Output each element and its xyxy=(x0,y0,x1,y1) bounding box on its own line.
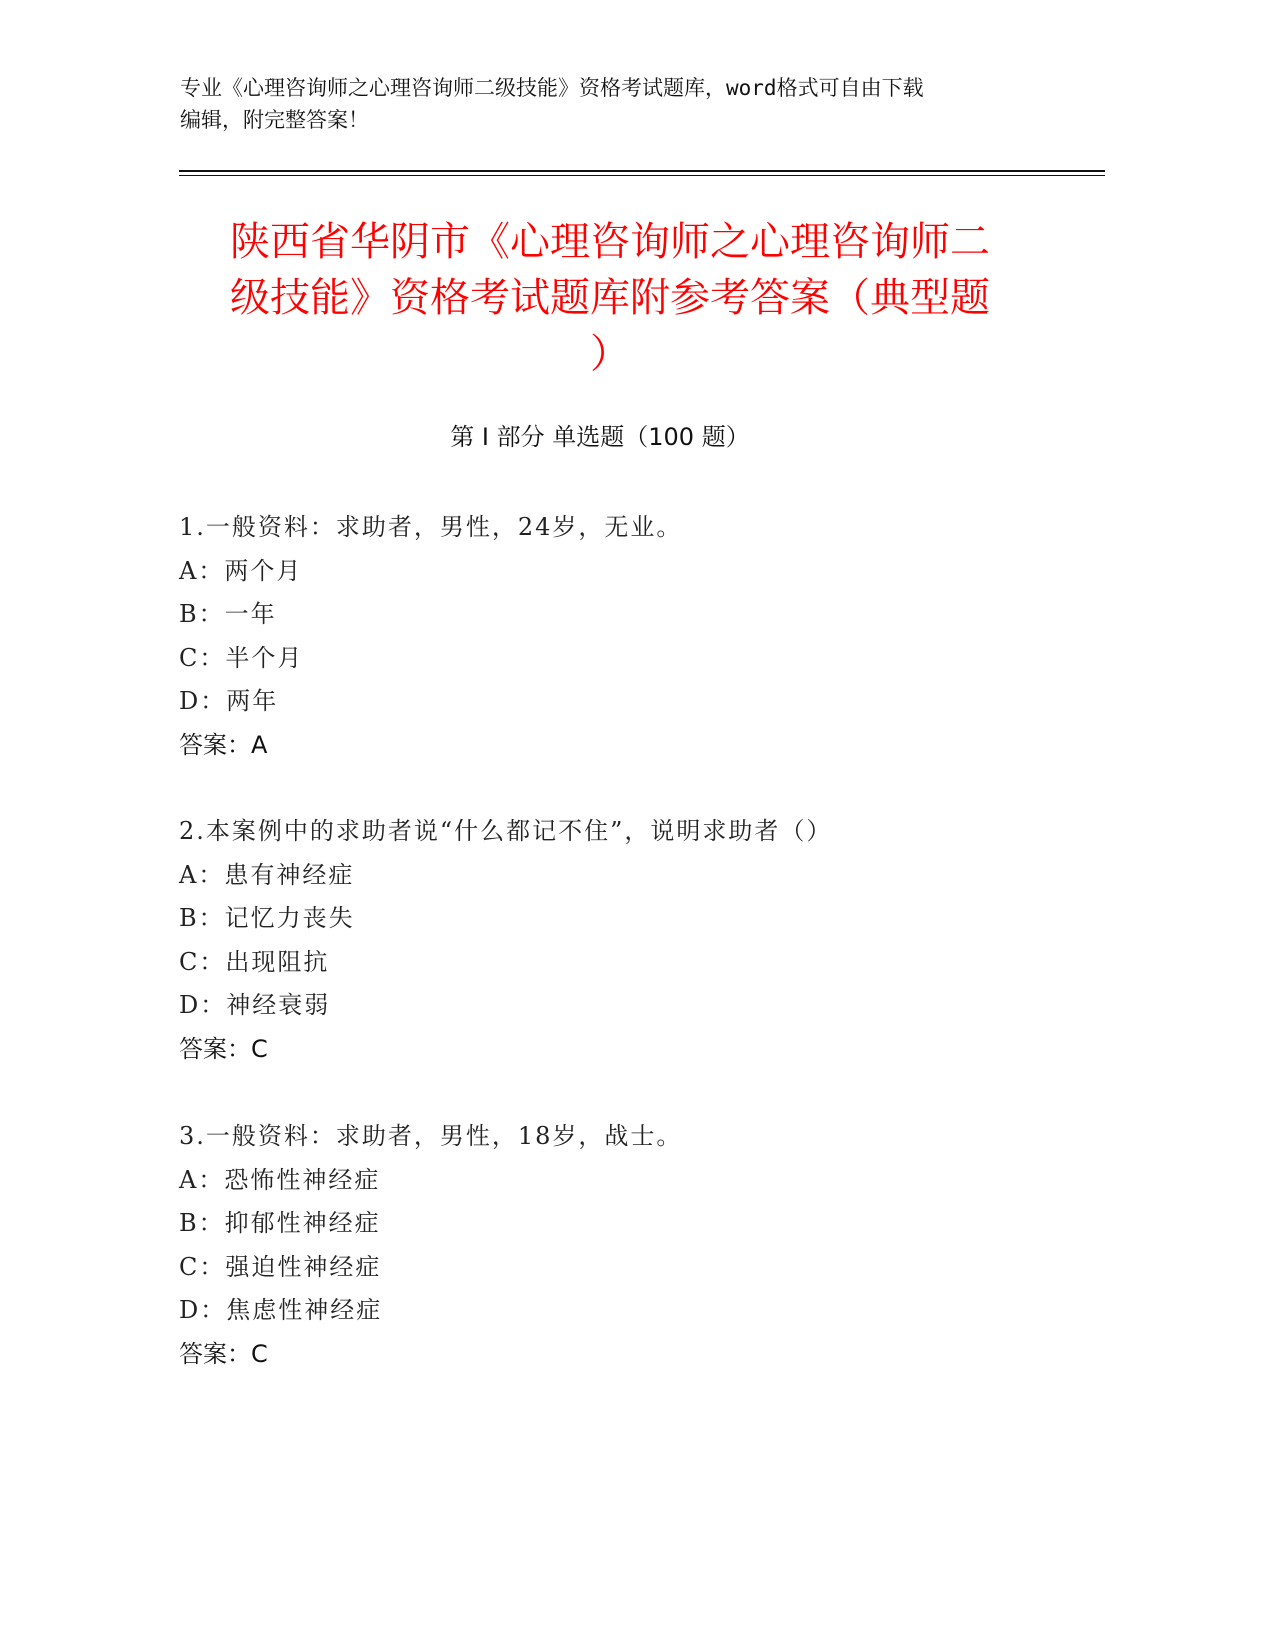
question-stem: 2.本案例中的求助者说“什么都记不住”，说明求助者（） xyxy=(179,817,833,845)
question-option-b: B：一年 xyxy=(179,600,277,628)
section-title: 第 I 部分 单选题（100 题） xyxy=(450,423,750,451)
question-option-b: B：抑郁性神经症 xyxy=(179,1209,381,1237)
question-answer: 答案：A xyxy=(179,730,268,759)
header-divider-thick xyxy=(179,170,1105,172)
header-note xyxy=(180,72,1040,136)
question-option-a: A：患有神经症 xyxy=(179,860,355,889)
question-option-c: C：强迫性神经症 xyxy=(179,1252,382,1281)
question-answer: 答案：C xyxy=(179,1339,268,1368)
question-item xyxy=(179,810,1079,1071)
document-title xyxy=(190,214,1030,382)
document-title-line-2: 级技能》资格考试题库附参考答案（典型题 xyxy=(230,275,990,321)
header-note-line-1: 专业《心理咨询师之心理咨询师二级技能》资格考试题库，word格式可自由下载 xyxy=(180,76,924,100)
question-option-c: C：出现阻抗 xyxy=(179,947,330,976)
question-option-d: D：两年 xyxy=(179,687,279,715)
document-title-line-3: ） xyxy=(590,331,630,377)
question-stem: 3.一般资料：求助者，男性，18岁，战士。 xyxy=(179,1122,683,1150)
question-option-d: D：神经衰弱 xyxy=(179,991,331,1019)
question-option-d: D：焦虑性神经症 xyxy=(179,1296,383,1324)
question-option-b: B：记忆力丧失 xyxy=(179,904,355,932)
question-option-c: C：半个月 xyxy=(179,643,304,672)
question-option-a: A：恐怖性神经症 xyxy=(179,1165,381,1194)
question-item xyxy=(179,506,1079,767)
question-answer: 答案：C xyxy=(179,1034,268,1063)
document-title-line-1: 陕西省华阴市《心理咨询师之心理咨询师二 xyxy=(230,219,990,265)
question-item xyxy=(179,1115,1079,1376)
question-option-a: A：两个月 xyxy=(179,556,303,585)
header-note-line-2: 编辑，附完整答案！ xyxy=(180,108,369,132)
header-divider-thin xyxy=(179,175,1105,176)
question-stem: 1.一般资料：求助者，男性，24岁，无业。 xyxy=(179,513,683,541)
